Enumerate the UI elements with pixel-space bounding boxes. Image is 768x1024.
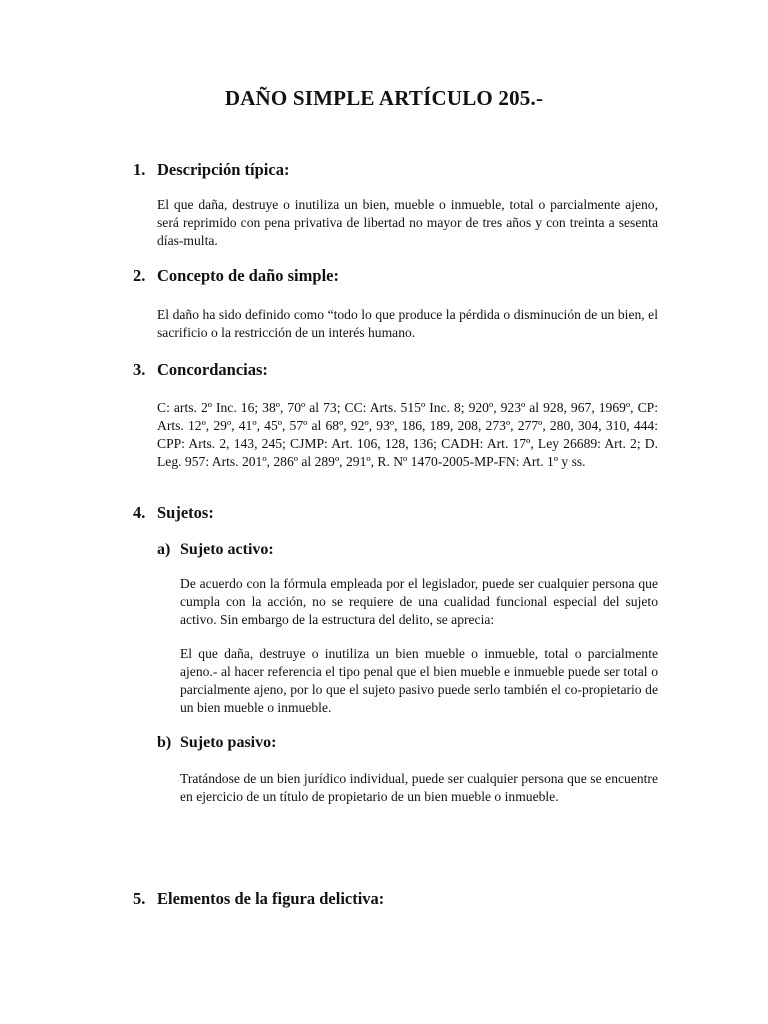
section-number: 1. bbox=[133, 160, 146, 179]
subsection-paragraph: El que daña, destruye o inutiliza un bien mueble o inmueble, total o parcialmente ajeno.- al hacer referencia el tipo penal que el bien mueble e inmueble puede ser total o parcialmente ajeno, por lo que el sujeto pasivo puede serlo también el co-propietario de un bien mueble o inmueble. bbox=[180, 646, 658, 715]
section-number: 4. bbox=[133, 503, 146, 522]
section-number: 2. bbox=[133, 266, 146, 285]
section-heading: Concordancias: bbox=[157, 360, 268, 379]
subsection-heading: Sujeto pasivo: bbox=[180, 734, 277, 751]
subsection-letter: a) bbox=[157, 541, 171, 558]
subsection-paragraph: Tratándose de un bien jurídico individual, puede ser cualquier persona que se encuentre en ejercicio de un título de propietario de un bien mueble o inmueble. bbox=[180, 771, 658, 804]
section-heading: Descripción típica: bbox=[157, 160, 290, 179]
section-heading: Elementos de la figura delictiva: bbox=[157, 889, 385, 908]
subsection-paragraph: De acuerdo con la fórmula empleada por el legislador, puede ser cualquier persona que cumpla con la acción, no se requiere de una cualidad funcional especial del sujeto activo. Sin embargo de la estructura del delito, se aprecia: bbox=[180, 576, 658, 627]
section-heading: Concepto de daño simple: bbox=[157, 266, 339, 285]
section-paragraph: El que daña, destruye o inutiliza un bien, mueble o inmueble, total o parcialmente ajeno, será reprimido con pena privativa de libertad no mayor de tres años y con treinta a sesenta días-multa. bbox=[157, 197, 658, 248]
section-number: 3. bbox=[133, 360, 146, 379]
section-number: 5. bbox=[133, 889, 146, 908]
document-title: DAÑO SIMPLE ARTÍCULO 205.- bbox=[224, 86, 544, 110]
section-heading: Sujetos: bbox=[157, 503, 214, 522]
subsection-heading: Sujeto activo: bbox=[180, 541, 274, 558]
subsection-letter: b) bbox=[157, 734, 172, 751]
section-paragraph: C: arts. 2º Inc. 16; 38º, 70º al 73; CC: Arts. 515º Inc. 8; 920º, 923º al 928, 967, 1969º, CP: Arts. 12º, 29º, 41º, 45º, 57º al 68º, 92º, 93º, 186, 189, 208, 273º, 277º, 280, 304, 310, 444: CPP: Arts. 2, 143, 245; CJMP: Art. 106, 128, 136; CADH: Art. 17º, Ley 26689: Art. 2; D. Leg. 957: Arts. 201º, 286º al 289º, 291º, R. Nº 1470-2005-MP-FN: Art. 1º y ss. bbox=[157, 400, 658, 469]
section-paragraph: El daño ha sido definido como “todo lo que produce la pérdida o disminución de un bien, el sacrificio o la restricción de un interés humano. bbox=[157, 307, 658, 340]
